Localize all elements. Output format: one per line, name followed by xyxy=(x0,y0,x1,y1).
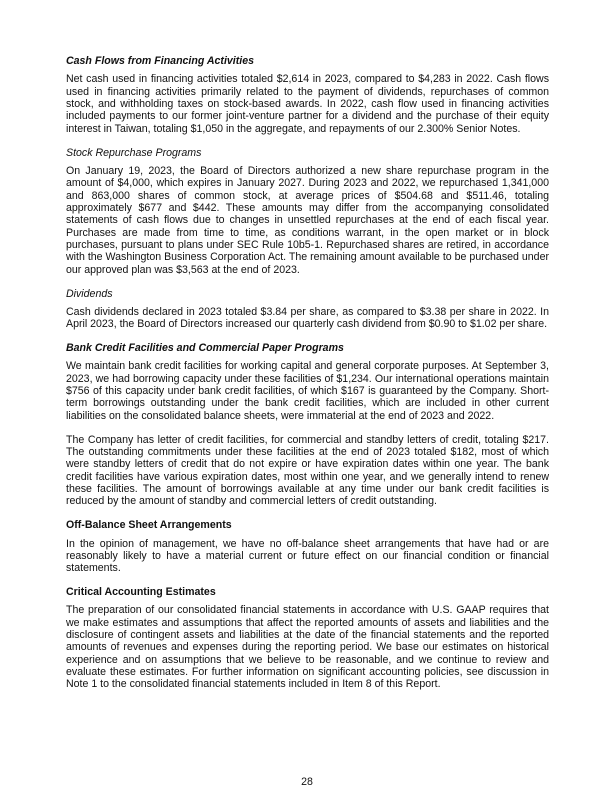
paragraph: The Company has letter of credit facilities, for commercial and standby letters of credit, totaling $217. The outstanding commitments under these facilities at the end of 2023 totaled $182, most of which were standby letters of credit that do not expire or have expiration dates within one year. The bank credit facilities have various expiration dates, most within one year, and we generally intend to renew these facilities. The amount of borrowings available at any time under our bank credit facilities is reduced by the amount of standby and commercial letters of credit outstanding. xyxy=(66,433,549,508)
document-body xyxy=(66,55,549,702)
paragraph: On January 19, 2023, the Board of Directors authorized a new share repurchase program in the amount of $4,000, which expires in January 2027. During 2023 and 2022, we repurchased 1,341,000 and 863,000 shares of common stock, at average prices of $504.68 and $511.46, totaling approximately $677 and $442. These amounts may differ from the accompanying consolidated statements of cash flows due to changes in unsettled repurchases at the end of each fiscal year. Purchases are made from time to time, as conditions warrant, in the open market or in block purchases, pursuant to plans under SEC Rule 10b5-1. Repurchased shares are retired, in accordance with the Washington Business Corporation Act. The remaining amount available to be purchased under our approved plan was $3,563 at the end of 2023. xyxy=(66,164,549,276)
paragraph: In the opinion of management, we have no off-balance sheet arrangements that have had or are reasonably likely to have a material current or future effect on our financial condition or financial statements. xyxy=(66,537,549,575)
paragraph: The preparation of our consolidated financial statements in accordance with U.S. GAAP requires that we make estimates and assumptions that affect the reported amounts of assets and liabilities and the disclosure of contingent assets and liabilities at the date of the financial statements and the reported amounts of revenues and expenses during the reporting period. We base our estimates on historical experience and on assumptions that we believe to be reasonable, and we continue to review and evaluate these estimates. For further information on significant accounting policies, see discussion in Note 1 to the consolidated financial statements included in Item 8 of this Report. xyxy=(66,604,549,691)
page-number: 28 xyxy=(301,776,313,788)
heading-cash-flows-financing: Cash Flows from Financing Activities xyxy=(66,55,254,67)
heading-off-balance-sheet: Off-Balance Sheet Arrangements xyxy=(66,519,232,532)
heading-critical-accounting: Critical Accounting Estimates xyxy=(66,586,216,599)
paragraph: Cash dividends declared in 2023 totaled $3.84 per share, as compared to $3.38 per share in 2022. In April 2023, the Board of Directors increased our quarterly cash dividend from $0.90 to $1.02 per share. xyxy=(66,305,549,331)
heading-dividends: Dividends xyxy=(66,287,113,300)
heading-stock-repurchase: Stock Repurchase Programs xyxy=(66,146,202,159)
paragraph: We maintain bank credit facilities for working capital and general corporate purposes. At September 3, 2023, we had borrowing capacity under these facilities of $1,234. Our international operations maintain $756 of this capacity under bank credit facilities, of which $167 is guaranteed by the Company. Short-term borrowings outstanding under the bank credit facilities, which are included in other current liabilities on the consolidated balance sheets, were immaterial at the end of 2023 and 2022. xyxy=(66,360,549,422)
paragraph: Net cash used in financing activities totaled $2,614 in 2023, compared to $4,283 in 2022. Cash flows used in financing activities primarily related to the payment of dividends, repurchases of common stock, and withholding taxes on stock-based awards. In 2022, cash flow used in financing activities included payments to our former joint-venture partner for a dividend and the purchase of their equity interest in Taiwan, totaling $1,050 in the aggregate, and repayments of our 2.300% Senior Notes. xyxy=(66,73,549,135)
heading-bank-credit-facilities: Bank Credit Facilities and Commercial Paper Programs xyxy=(66,342,344,355)
